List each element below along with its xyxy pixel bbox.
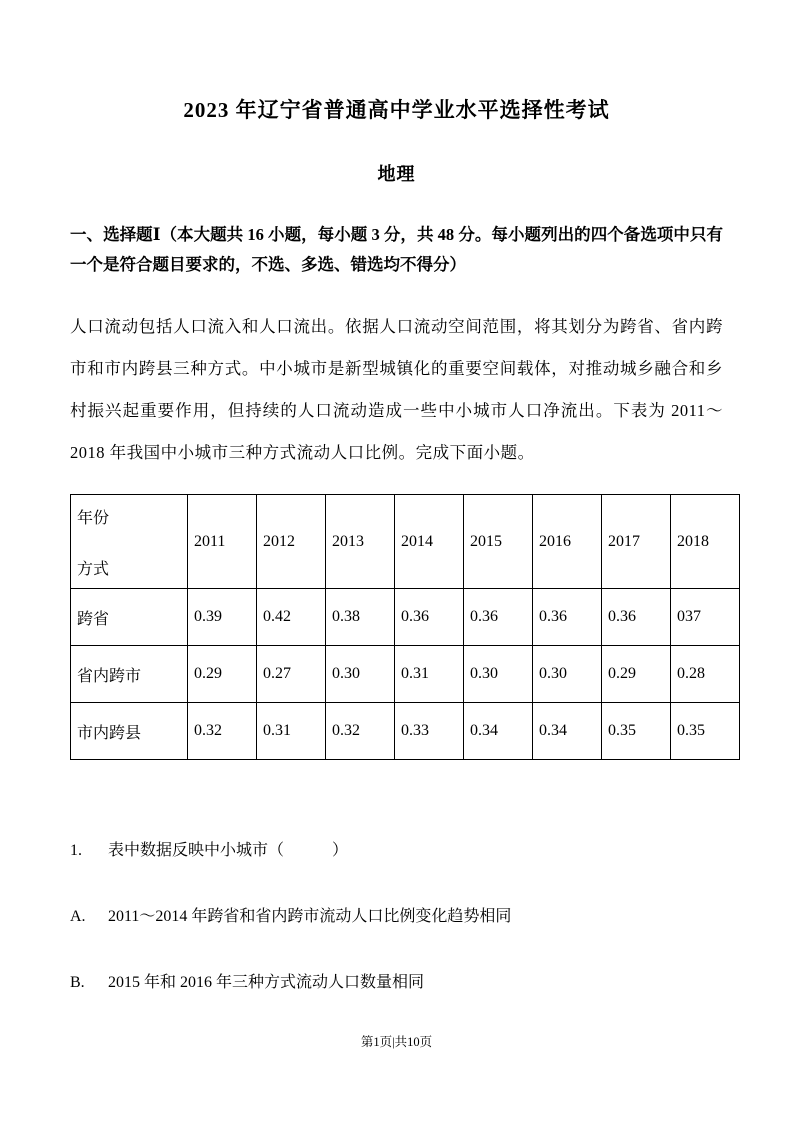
year-header: 2018 [671,495,740,589]
year-header: 2014 [395,495,464,589]
year-header: 2012 [257,495,326,589]
table-cell: 0.34 [464,703,533,760]
document-title: 2023 年辽宁省普通高中学业水平选择性考试 [183,98,610,122]
table-cell: 037 [671,589,740,646]
table-cell: 0.30 [464,646,533,703]
row-label: 省内跨市 [71,646,188,703]
option-a-text: 2011～2014 年跨省和省内跨市流动人口比例变化趋势相同 [108,908,512,925]
corner-label-mode: 方式 [77,560,110,578]
option-b-text: 2015 年和 2016 年三种方式流动人口数量相同 [108,974,425,991]
table-cell: 0.27 [257,646,326,703]
year-header: 2011 [188,495,257,589]
table-cell: 0.33 [395,703,464,760]
year-header: 2017 [602,495,671,589]
table-corner-cell [71,495,188,589]
table-cell: 0.29 [602,646,671,703]
year-header: 2015 [464,495,533,589]
table-cell: 0.30 [533,646,602,703]
table-cell: 0.39 [188,589,257,646]
option-a-label: A. [70,908,86,925]
table-cell: 0.29 [188,646,257,703]
table-cell: 0.30 [326,646,395,703]
question-1-option-a [70,906,723,928]
table-cell: 0.42 [257,589,326,646]
table-cell: 0.32 [188,703,257,760]
table-cell: 0.31 [257,703,326,760]
table-row-intra-city [71,703,740,760]
question-1-option-b [70,972,723,994]
table-cell: 0.31 [395,646,464,703]
table-cell: 0.34 [533,703,602,760]
row-label: 跨省 [71,589,188,646]
question-1-text: 表中数据反映中小城市（ ） [108,842,349,859]
row-label: 市内跨县 [71,703,188,760]
corner-label-year: 年份 [77,509,110,527]
option-b-label: B. [70,974,85,991]
year-header: 2013 [326,495,395,589]
table-cell: 0.36 [533,589,602,646]
table-row-cross-province [71,589,740,646]
table-cell: 0.28 [671,646,740,703]
subject-title: 地理 [377,164,416,184]
table-cell: 0.35 [671,703,740,760]
table-cell: 0.36 [602,589,671,646]
table-cell: 0.38 [326,589,395,646]
table-cell: 0.36 [464,589,533,646]
table-cell: 0.36 [395,589,464,646]
question-1-number: 1. [70,842,82,859]
table-header-row [71,495,740,589]
section-heading: 一、选择题Ⅰ（本大题共 16 小题，每小题 3 分，共 48 分。每小题列出的四个备选项中只有一个是符合题目要求的，不选、多选、错选均不得分） [70,225,723,274]
table-cell: 0.32 [326,703,395,760]
population-flow-table [70,494,740,760]
page-footer: 第1页|共10页 [360,1035,433,1049]
table-cell: 0.35 [602,703,671,760]
year-header: 2016 [533,495,602,589]
passage-text: 人口流动包括人口流入和人口流出。依据人口流动空间范围，将其划分为跨省、省内跨市和市内跨县三种方式。中小城市是新型城镇化的重要空间载体，对推动城乡融合和乡村振兴起重要作用，但持续的人口流动造成一些中小城市人口净流出。下表为 2011～2018 年我国中小城市三种方式流动人口比例。完成下面小题。 [70,317,723,462]
question-1 [70,840,723,862]
table-row-intra-province [71,646,740,703]
